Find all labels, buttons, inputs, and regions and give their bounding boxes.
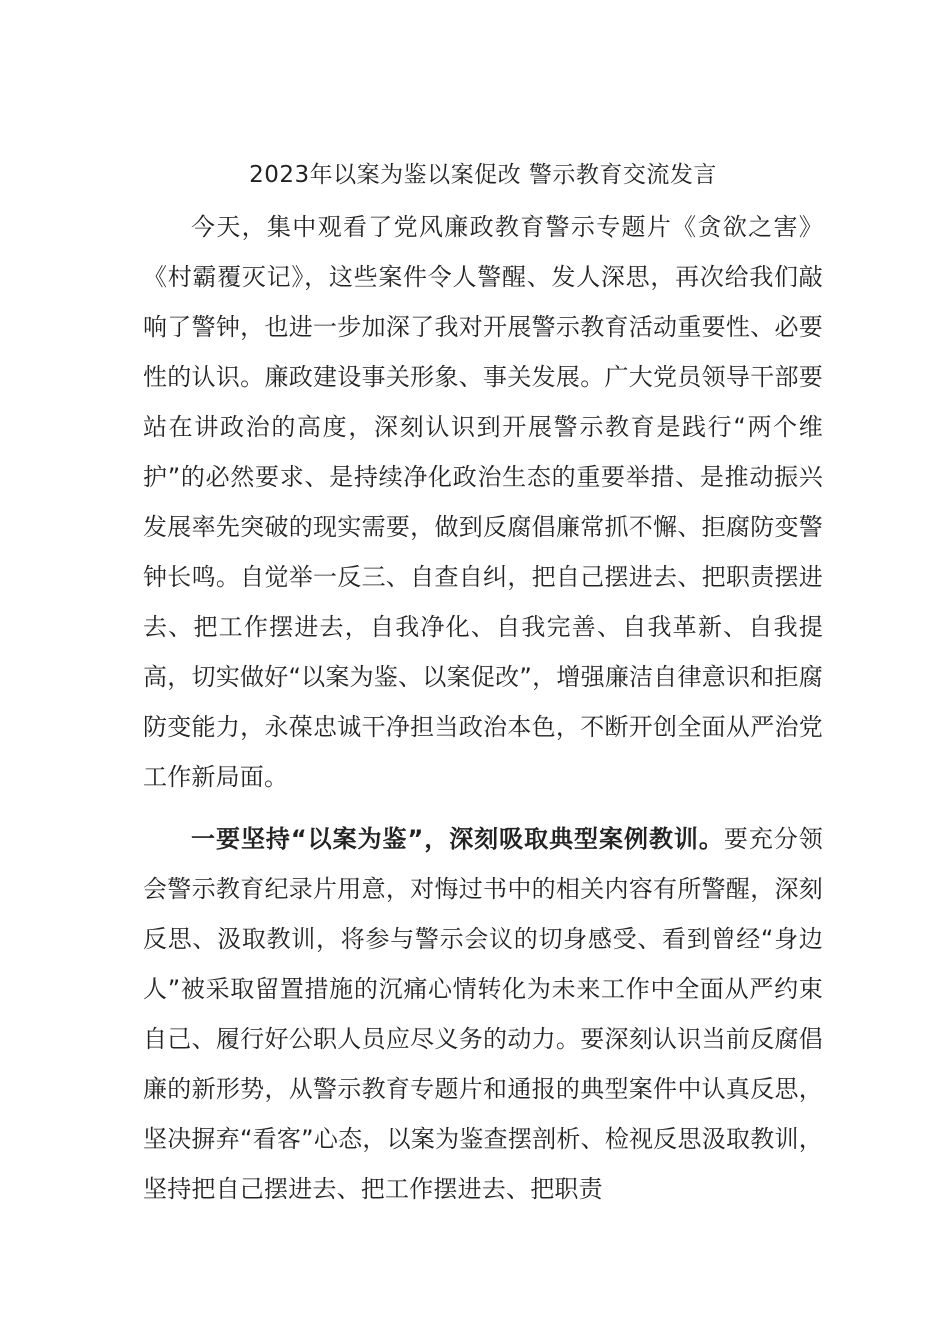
paragraph-2-lead: 一要坚持“以案为鉴”，深刻吸取典型案例教训。 [191,825,724,853]
document-title: 2023年以案为鉴以案促改 警示教育交流发言 [249,162,717,188]
paragraph-2-text: 要充分领会警示教育纪录片用意，对悔过书中的相关内容有所警醒，深刻反思、汲取教训，将参与警示会议的切身感受、看到曾经“身边人”被采取留置措施的沉痛心情转化为未来工作中全面从严约束自己、履行好公职人员应尽义务的动力。要深刻认识当前反腐倡廉的新形势，从警示教育专题片和通报的典型案件中认真反思，坚决摒弃“看客”心态，以案为鉴查摆剖析、检视反思汲取教训，坚持把自己摆进去、把工作摆进去、把职责 [143,825,823,1203]
paragraph-2 [143,814,823,1214]
paragraph-1 [143,202,823,802]
paragraph-1-text: 今天，集中观看了党风廉政教育警示专题片《贪欲之害》《村霸覆灭记》，这些案件令人警醒、发人深思，再次给我们敲响了警钟，也进一步加深了我对开展警示教育活动重要性、必要性的认识。廉政建设事关形象、事关发展。广大党员领导干部要站在讲政治的高度，深刻认识到开展警示教育是践行“两个维护”的必然要求、是持续净化政治生态的重要举措、是推动振兴发展率先突破的现实需要，做到反腐倡廉常抓不懈、拒腐防变警钟长鸣。自觉举一反三、自查自纠，把自己摆进去、把职责摆进去、把工作摆进去，自我净化、自我完善、自我革新、自我提高，切实做好“以案为鉴、以案促改”，增强廉洁自律意识和拒腐防变能力，永葆忠诚干净担当政治本色，不断开创全面从严治党工作新局面。 [143,213,823,791]
document-page [143,150,823,1214]
